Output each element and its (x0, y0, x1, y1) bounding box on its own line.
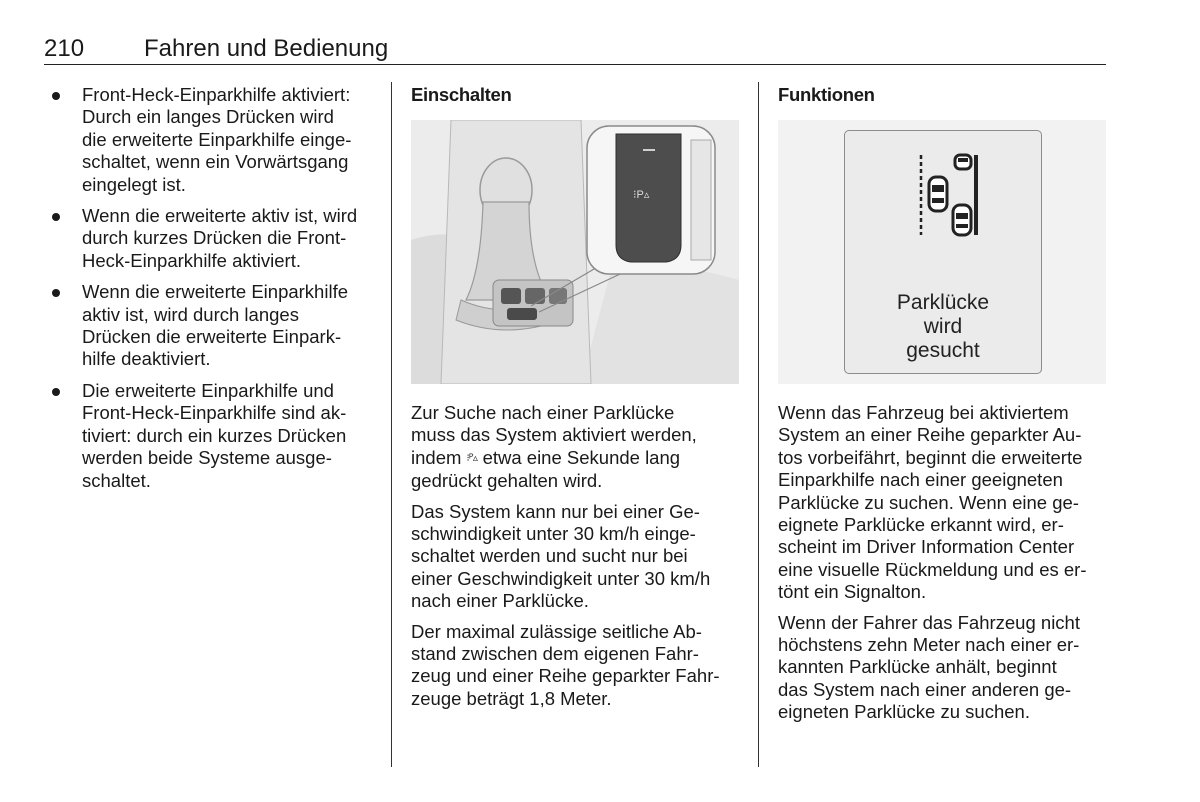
right-column (778, 84, 1108, 732)
bullet-list (46, 84, 381, 492)
text-line: scheint im Driver Information Center (778, 536, 1075, 558)
center-console-illustration (411, 120, 739, 384)
bullet-line: schaltet. (82, 469, 151, 491)
text-line: eine visuelle Rückmeldung und es er- (778, 558, 1087, 580)
bullet-item (46, 281, 381, 371)
text-line: Der maximal zulässige seitliche Ab- (411, 620, 702, 642)
text-line: Einparkhilfe nach einer geeigneten (778, 469, 1063, 491)
section-heading-funktionen: Funktionen (778, 84, 875, 105)
dic-message-line: wird (923, 315, 963, 338)
park-assist-icon: ⁝ᴾ▵ (466, 452, 478, 464)
bullet-line: eingelegt ist. (82, 173, 186, 195)
parking-scene-icon (845, 131, 1041, 281)
text-line: schaltet werden und sucht nur bei (411, 545, 688, 567)
bullet-line: werden beide Systeme ausge- (82, 447, 332, 469)
text-line: etwa eine Sekunde lang (482, 446, 681, 468)
text-line: eigneten Parklücke zu suchen. (778, 701, 1030, 723)
dic-message-line: Parklücke (896, 291, 990, 314)
text-line: Zur Suche nach einer Parklücke (411, 402, 675, 423)
bullet-item (46, 380, 381, 492)
bullet-line: tiviert: durch ein kurzes Drücken (82, 424, 347, 446)
dic-message-line: gesucht (906, 339, 980, 362)
text-line: muss das System aktiviert werden, (411, 424, 697, 446)
text-line: stand zwischen dem eigenen Fahr- (411, 642, 699, 664)
text-line: System an einer Reihe geparkter Au- (778, 424, 1082, 446)
chapter-title: Fahren und Bedienung (144, 35, 389, 62)
dic-message (845, 291, 1041, 363)
left-column (46, 84, 381, 501)
bullet-dot (52, 92, 60, 100)
paragraph (778, 612, 1108, 724)
bullet-dot (52, 289, 60, 297)
text-line: kannten Parklücke anhält, beginnt (778, 656, 1057, 678)
paragraph (411, 402, 745, 493)
text-line: schwindigkeit unter 30 km/h einge- (411, 522, 696, 544)
paragraph (411, 621, 745, 711)
bullet-line: die erweiterte Einparkhilfe einge- (82, 128, 352, 150)
bullet-line: Durch ein langes Drücken wird (82, 106, 334, 128)
park-assist-icon: ⁝P▵ (633, 189, 650, 201)
paragraph (411, 501, 745, 613)
parking-space-search-display (778, 120, 1106, 384)
text-line: Wenn das Fahrzeug bei aktiviertem (778, 402, 1069, 423)
text-line: indem (411, 446, 462, 468)
bullet-item (46, 205, 381, 272)
parked-car-icon (953, 205, 971, 235)
bullet-line: Front-Heck-Einparkhilfe aktiviert: (82, 84, 351, 105)
console-button (501, 288, 521, 304)
bullet-dot (52, 213, 60, 221)
column-divider-right (758, 82, 759, 767)
bullet-line: schaltet, wenn ein Vorwärtsgang (82, 151, 349, 173)
text-line: tönt ein Signalton. (778, 581, 927, 603)
text-line: Wenn der Fahrer das Fahrzeug nicht (778, 611, 1080, 633)
text-line: tos vorbeifährt, beginnt die erweiterte (778, 446, 1083, 468)
page-header (44, 32, 1106, 65)
bullet-dot (52, 388, 60, 396)
section-heading-einschalten: Einschalten (411, 84, 512, 105)
text-line: eignete Parklücke erkannt wird, er- (778, 514, 1064, 536)
parked-car-icon (955, 155, 971, 169)
text-line: zeug und einer Reihe geparkter Fahr- (411, 665, 720, 687)
bullet-line: Die erweiterte Einparkhilfe und (82, 379, 334, 401)
bullet-line: durch kurzes Drücken die Front- (82, 227, 347, 249)
bullet-item (46, 84, 381, 196)
own-car-icon (929, 177, 947, 211)
bullet-line: Wenn die erweiterte aktiv ist, wird (82, 205, 358, 227)
text-line: Parklücke zu suchen. Wenn eine ge- (778, 491, 1079, 513)
text-line: zeuge beträgt 1,8 Meter. (411, 687, 612, 709)
text-line: gedrückt gehalten wird. (411, 470, 603, 492)
bullet-line: aktiv ist, wird durch langes (82, 303, 299, 325)
bullet-line: Drücken die erweiterte Einpark- (82, 326, 342, 348)
text-line: höchstens zehn Meter nach einer er- (778, 634, 1080, 656)
bullet-line: hilfe deaktiviert. (82, 348, 211, 370)
column-divider-left (391, 82, 392, 767)
bullet-line: Heck-Einparkhilfe aktiviert. (82, 249, 301, 271)
text-line: nach einer Parklücke. (411, 590, 589, 612)
page-number: 210 (44, 35, 85, 62)
text-line: Das System kann nur bei einer Ge- (411, 500, 700, 522)
bullet-line: Front-Heck-Einparkhilfe sind ak- (82, 402, 347, 424)
console-svg (411, 120, 739, 384)
bullet-line: Wenn die erweiterte Einparkhilfe (82, 281, 348, 303)
text-line: einer Geschwindigkeit unter 30 km/h (411, 567, 711, 589)
dic-display-frame (844, 130, 1042, 374)
paragraph (778, 402, 1108, 604)
middle-column (411, 84, 745, 718)
text-line: das System nach einer anderen ge- (778, 678, 1072, 700)
